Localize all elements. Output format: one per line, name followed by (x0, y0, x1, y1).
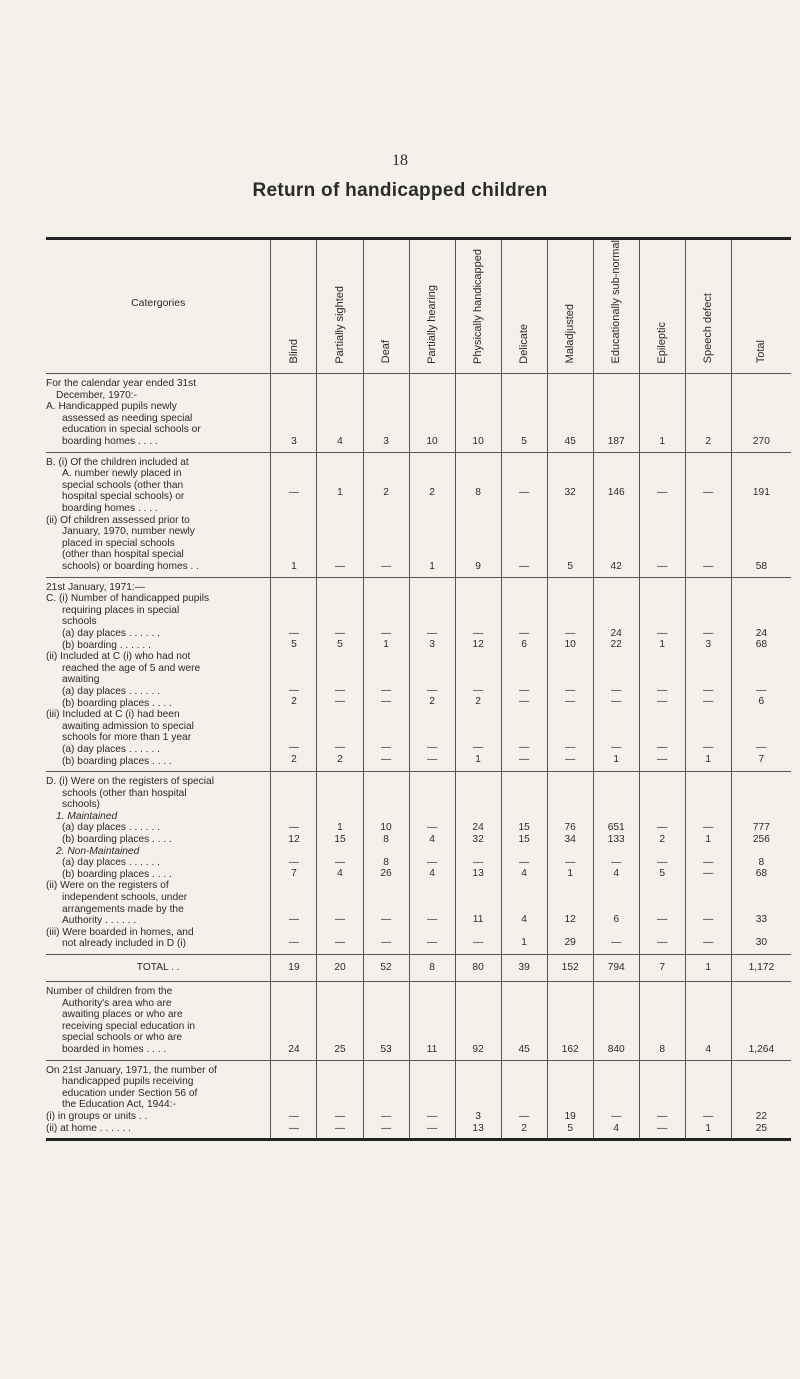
cell-value: 19 5 (547, 1060, 593, 1138)
section-b-label: B. (i) Of the children included at A. number newly placed in special schools (other than hospital special schools) or boarding homes . . . . (ii) Of children assessed prior to January, 1970, number newly placed in special schools (other than hospital special schools) or boarding homes . . (46, 452, 271, 577)
total-value: 1 (685, 955, 731, 982)
column-header: Maladjusted (547, 240, 593, 374)
cell-value: — 6 — — — — (501, 577, 547, 772)
cell-value: 162 (547, 982, 593, 1061)
cell-value: — 1 (271, 452, 317, 577)
cell-value: — 5 — — — 2 (317, 577, 363, 772)
page-number: 18 (392, 152, 408, 169)
cell-value: 1 15 — 4 — — (317, 772, 363, 955)
cell-value: 4 (685, 982, 731, 1061)
cell-value: 840 (593, 982, 639, 1061)
section-awaiting-label: Number of children from the Authority's area who are awaiting places or who are receiving special education in special schools or who are boarded in homes . . . . (46, 982, 271, 1061)
cell-value: 4 (317, 374, 363, 453)
cell-value: 45 (501, 982, 547, 1061)
cell-value: 146 42 (593, 452, 639, 577)
cell-value: 2 — (363, 452, 409, 577)
handicapped-children-table (46, 240, 791, 1138)
cell-value: — 12 — 7 — — (271, 772, 317, 955)
cell-value: 1 (639, 374, 685, 453)
cell-value: — 2 — 5 — — (639, 772, 685, 955)
column-header: Deaf (363, 240, 409, 374)
cell-value: 3 13 (455, 1060, 501, 1138)
cell-value: — — (685, 452, 731, 577)
total-value: 152 (547, 955, 593, 982)
cell-value: — 4 — 4 — — (409, 772, 455, 955)
cell-value: — — (501, 452, 547, 577)
cell-value: — 10 — — — — (547, 577, 593, 772)
cell-value: 25 (317, 982, 363, 1061)
cell-value: 8 9 (455, 452, 501, 577)
column-header: Total (731, 240, 791, 374)
total-label: TOTAL . . (46, 955, 271, 982)
header-row (46, 240, 791, 374)
cell-value: — 1 — — — — (639, 577, 685, 772)
total-value: 80 (455, 955, 501, 982)
cell-value: 10 (409, 374, 455, 453)
column-header: Physically handicapped (455, 240, 501, 374)
total-value: 794 (593, 955, 639, 982)
cell-value: — 12 — 2 — 1 (455, 577, 501, 772)
cell-value: 11 (409, 982, 455, 1061)
total-value: 52 (363, 955, 409, 982)
cell-value: 10 (455, 374, 501, 453)
cell-value: — — (639, 452, 685, 577)
cell-value: 5 (501, 374, 547, 453)
cell-value: 32 5 (547, 452, 593, 577)
column-header: Delicate (501, 240, 547, 374)
cell-value: 92 (455, 982, 501, 1061)
section-a-label: For the calendar year ended 31st December, 1970:- A. Handicapped pupils newly assessed as needing special education in special schools or boarding homes . . . . (46, 374, 271, 453)
section-awaiting-row (46, 982, 791, 1061)
section-a-row (46, 374, 791, 453)
cell-value: 777 256 8 68 33 30 (731, 772, 791, 955)
cell-value: 45 (547, 374, 593, 453)
section-c-row (46, 577, 791, 772)
page-title: Return of handicapped children (252, 180, 548, 201)
cell-value: 1 — (317, 452, 363, 577)
cell-value: — 1 — — — — (685, 772, 731, 955)
section-56-row (46, 1060, 791, 1138)
total-value: 20 (317, 955, 363, 982)
cell-value: — 5 — 2 — 2 (271, 577, 317, 772)
column-header: Partially sighted (317, 240, 363, 374)
cell-value: — — (639, 1060, 685, 1138)
cell-value: — 3 — — — 1 (685, 577, 731, 772)
cell-value: — 1 (685, 1060, 731, 1138)
cell-value: 8 (639, 982, 685, 1061)
section-d-row (46, 772, 791, 955)
section-d-label: D. (i) Were on the registers of special schools (other than hospital schools) 1. Maintained (a) day places . . . . . . (b) boarding places . . . . 2. Non-Maintained (a) day places . . . . . . (b) boarding places . . . . (ii) Were on the registers of independent schools, under arrangements made by the Authority . . . . . . (iii) Were boarded in homes, and not already included in D (i) (46, 772, 271, 955)
cell-value: 10 8 8 26 — — (363, 772, 409, 955)
cell-value: 3 (271, 374, 317, 453)
total-value: 8 (409, 955, 455, 982)
cell-value: 15 15 — 4 4 1 (501, 772, 547, 955)
cell-value: — — (317, 1060, 363, 1138)
total-value: 7 (639, 955, 685, 982)
column-header: Partially hearing (409, 240, 455, 374)
cell-value: 24 32 — 13 11 — (455, 772, 501, 955)
cell-value: 3 (363, 374, 409, 453)
cell-value: — — (409, 1060, 455, 1138)
total-value: 19 (271, 955, 317, 982)
cell-value: 24 (271, 982, 317, 1061)
cell-value: 651 133 — 4 6 — (593, 772, 639, 955)
section-56-label: On 21st January, 1971, the number of handicapped pupils receiving education under Section 56 of the Education Act, 1944:- (i) in groups or units . . (ii) at home . . . . . . (46, 1064, 217, 1134)
total-value: 39 (501, 955, 547, 982)
category-header: Catergories (46, 240, 271, 374)
column-header: Educationally sub-normal (593, 240, 639, 374)
total-value: 1,172 (731, 955, 791, 982)
section-c-label: 21st January, 1971:— C. (i) Number of handicapped pupils requiring places in special schools (a) day places . . . . . . (b) boarding . . . . . . (ii) Included at C (i) who had not reached the age of 5 and were awaiting (a) day places . . . . . . (b) boarding places . . . . (iii) Included at C (i) had been awaiting admission to special schools for more than 1 year (a) day places . . . . . . (b) boarding places . . . . (46, 577, 271, 772)
cell-value: 191 58 (731, 452, 791, 577)
cell-value: 2 (685, 374, 731, 453)
cell-value: — 3 — 2 — — (409, 577, 455, 772)
cell-value: — 2 (501, 1060, 547, 1138)
cell-value: — — (271, 1060, 317, 1138)
cell-value: 24 68 — 6 — 7 (731, 577, 791, 772)
section-b-row (46, 452, 791, 577)
cell-value: 76 34 — 1 12 29 (547, 772, 593, 955)
bottom-rule (46, 1138, 791, 1141)
cell-value: — — (363, 1060, 409, 1138)
cell-value: 24 22 — — — 1 (593, 577, 639, 772)
cell-value: — 4 (593, 1060, 639, 1138)
total-row (46, 955, 791, 982)
cell-value: 270 (731, 374, 791, 453)
cell-value: 53 (363, 982, 409, 1061)
cell-value: 187 (593, 374, 639, 453)
column-header: Speech defect (685, 240, 731, 374)
cell-value: — 1 — — — — (363, 577, 409, 772)
column-header: Blind (271, 240, 317, 374)
column-header: Epileptic (639, 240, 685, 374)
cell-value: 2 1 (409, 452, 455, 577)
cell-value: 1,264 (731, 982, 791, 1061)
cell-value: 22 25 (731, 1060, 791, 1138)
